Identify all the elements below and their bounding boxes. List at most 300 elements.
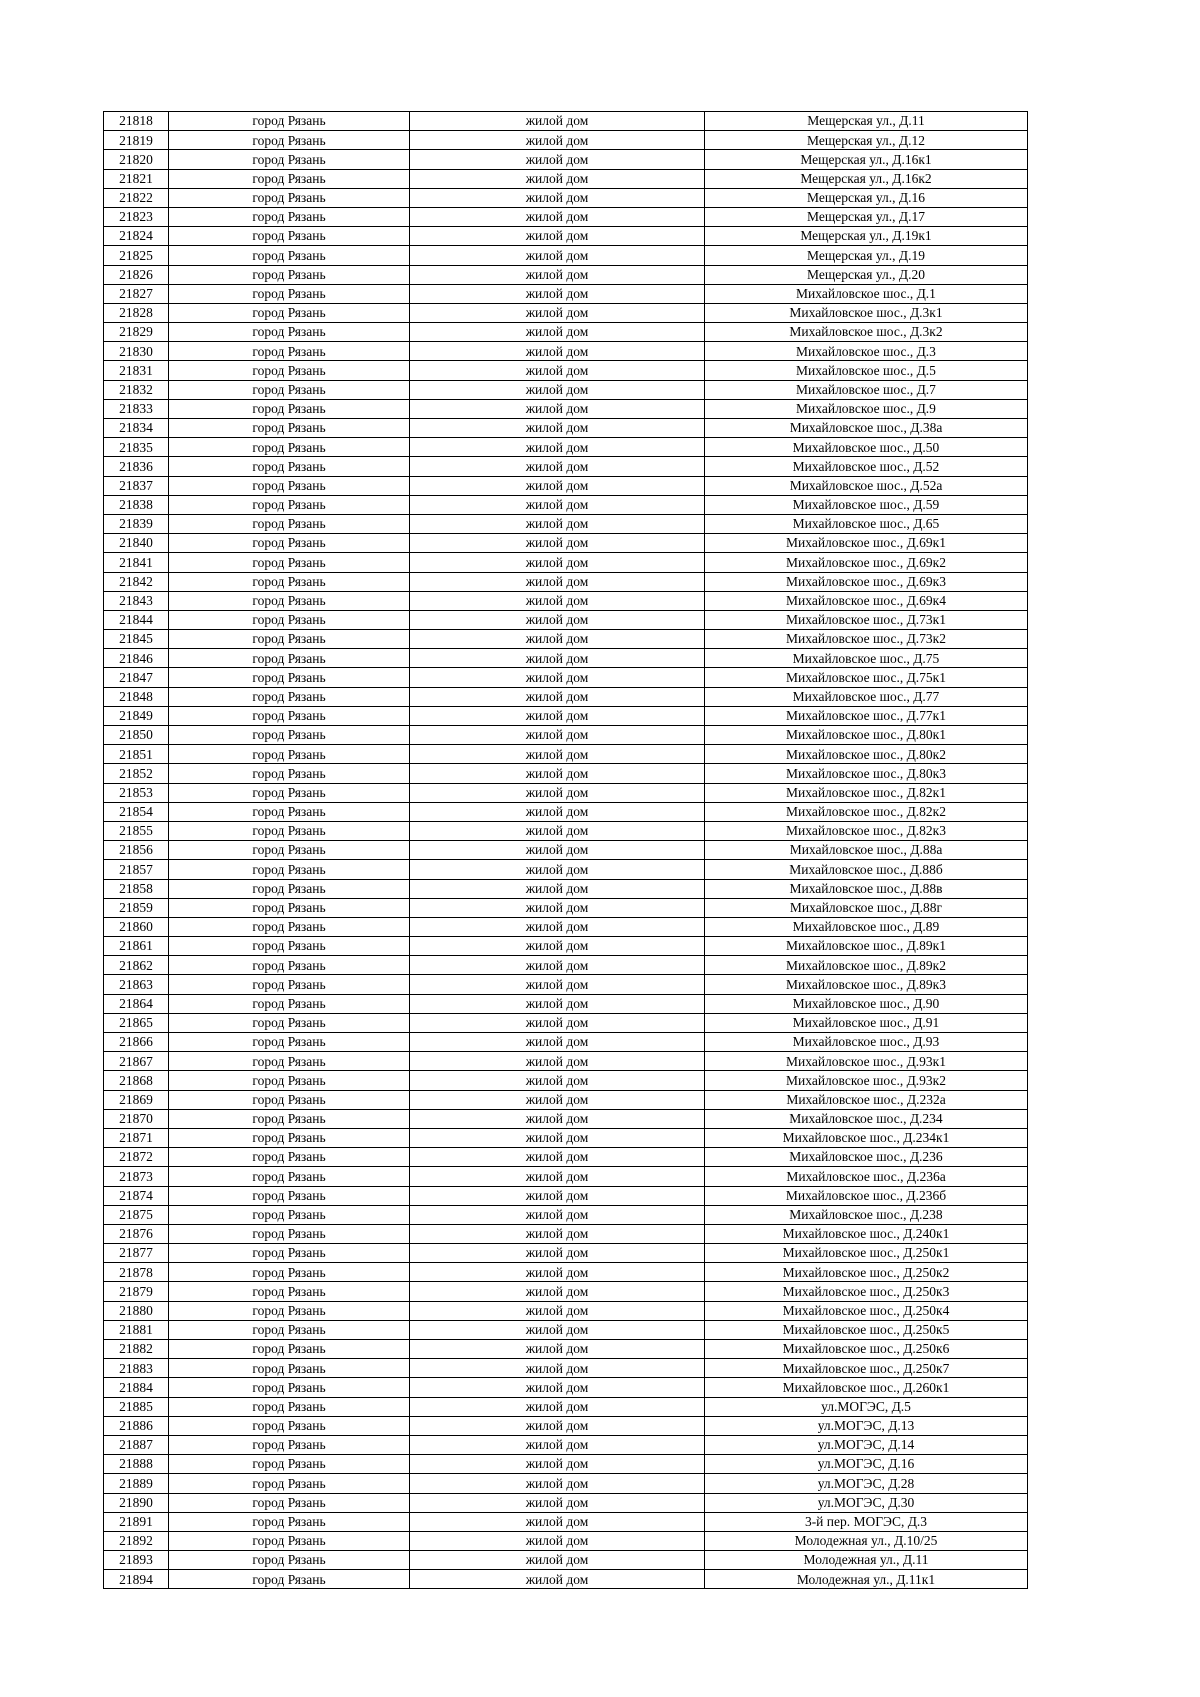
cell-locality: город Рязань <box>169 150 410 169</box>
cell-locality: город Рязань <box>169 726 410 745</box>
cell-building-type: жилой дом <box>410 476 705 495</box>
cell-building-type: жилой дом <box>410 572 705 591</box>
cell-address: Михайловское шос., Д.3 <box>705 342 1028 361</box>
cell-building-type: жилой дом <box>410 1493 705 1512</box>
cell-building-type: жилой дом <box>410 419 705 438</box>
cell-locality: город Рязань <box>169 687 410 706</box>
cell-number: 21883 <box>104 1359 169 1378</box>
cell-number: 21893 <box>104 1551 169 1570</box>
cell-locality: город Рязань <box>169 630 410 649</box>
cell-building-type: жилой дом <box>410 1397 705 1416</box>
table-row <box>104 1071 1028 1090</box>
cell-building-type: жилой дом <box>410 323 705 342</box>
cell-locality: город Рязань <box>169 841 410 860</box>
cell-number: 21828 <box>104 303 169 322</box>
cell-building-type: жилой дом <box>410 534 705 553</box>
table-row <box>104 821 1028 840</box>
cell-address: Михайловское шос., Д.93к2 <box>705 1071 1028 1090</box>
table-row <box>104 150 1028 169</box>
cell-address: Михайловское шос., Д.89к3 <box>705 975 1028 994</box>
cell-building-type: жилой дом <box>410 438 705 457</box>
cell-address: Молодежная ул., Д.11к1 <box>705 1570 1028 1589</box>
cell-number: 21860 <box>104 917 169 936</box>
table-row <box>104 534 1028 553</box>
cell-number: 21876 <box>104 1224 169 1243</box>
cell-number: 21852 <box>104 764 169 783</box>
table-row <box>104 1205 1028 1224</box>
cell-address: Мещерская ул., Д.12 <box>705 131 1028 150</box>
cell-building-type: жилой дом <box>410 1359 705 1378</box>
cell-address: Михайловское шос., Д.250к1 <box>705 1244 1028 1263</box>
table-body <box>104 112 1028 1589</box>
cell-number: 21863 <box>104 975 169 994</box>
table-row <box>104 553 1028 572</box>
cell-number: 21846 <box>104 649 169 668</box>
cell-number: 21832 <box>104 380 169 399</box>
table-row <box>104 169 1028 188</box>
cell-address: Михайловское шос., Д.232а <box>705 1090 1028 1109</box>
cell-building-type: жилой дом <box>410 303 705 322</box>
cell-building-type: жилой дом <box>410 1148 705 1167</box>
cell-address: Михайловское шос., Д.260к1 <box>705 1378 1028 1397</box>
table-row <box>104 783 1028 802</box>
table-row <box>104 438 1028 457</box>
cell-number: 21818 <box>104 112 169 131</box>
table-row <box>104 726 1028 745</box>
cell-number: 21836 <box>104 457 169 476</box>
table-row <box>104 1551 1028 1570</box>
cell-locality: город Рязань <box>169 1148 410 1167</box>
cell-address: Михайловское шос., Д.234 <box>705 1109 1028 1128</box>
address-table <box>103 111 1028 1589</box>
cell-locality: город Рязань <box>169 1109 410 1128</box>
table-row <box>104 668 1028 687</box>
cell-building-type: жилой дом <box>410 1340 705 1359</box>
cell-number: 21853 <box>104 783 169 802</box>
cell-locality: город Рязань <box>169 1186 410 1205</box>
table-row <box>104 572 1028 591</box>
cell-building-type: жилой дом <box>410 1090 705 1109</box>
cell-address: ул.МОГЭС, Д.14 <box>705 1435 1028 1454</box>
table-row <box>104 246 1028 265</box>
cell-number: 21845 <box>104 630 169 649</box>
cell-building-type: жилой дом <box>410 227 705 246</box>
cell-building-type: жилой дом <box>410 169 705 188</box>
cell-number: 21844 <box>104 610 169 629</box>
cell-address: Мещерская ул., Д.16к2 <box>705 169 1028 188</box>
table-row <box>104 937 1028 956</box>
cell-address: Михайловское шос., Д.59 <box>705 495 1028 514</box>
cell-number: 21887 <box>104 1435 169 1454</box>
cell-building-type: жилой дом <box>410 745 705 764</box>
cell-building-type: жилой дом <box>410 342 705 361</box>
cell-building-type: жилой дом <box>410 112 705 131</box>
cell-locality: город Рязань <box>169 1090 410 1109</box>
cell-building-type: жилой дом <box>410 1416 705 1435</box>
cell-building-type: жилой дом <box>410 457 705 476</box>
cell-number: 21840 <box>104 534 169 553</box>
cell-number: 21856 <box>104 841 169 860</box>
table-row <box>104 361 1028 380</box>
cell-building-type: жилой дом <box>410 399 705 418</box>
cell-building-type: жилой дом <box>410 783 705 802</box>
table-row <box>104 1224 1028 1243</box>
cell-number: 21841 <box>104 553 169 572</box>
cell-address: Михайловское шос., Д.238 <box>705 1205 1028 1224</box>
table-row <box>104 1052 1028 1071</box>
table-row <box>104 1435 1028 1454</box>
cell-locality: город Рязань <box>169 227 410 246</box>
cell-address: Михайловское шос., Д.75 <box>705 649 1028 668</box>
cell-building-type: жилой дом <box>410 821 705 840</box>
cell-locality: город Рязань <box>169 649 410 668</box>
cell-address: Мещерская ул., Д.19к1 <box>705 227 1028 246</box>
cell-number: 21837 <box>104 476 169 495</box>
cell-number: 21854 <box>104 802 169 821</box>
cell-building-type: жилой дом <box>410 956 705 975</box>
cell-building-type: жилой дом <box>410 1512 705 1531</box>
cell-locality: город Рязань <box>169 1224 410 1243</box>
cell-number: 21877 <box>104 1244 169 1263</box>
cell-locality: город Рязань <box>169 1531 410 1550</box>
cell-building-type: жилой дом <box>410 937 705 956</box>
table-row <box>104 227 1028 246</box>
cell-address: Михайловское шос., Д.89 <box>705 917 1028 936</box>
cell-building-type: жилой дом <box>410 706 705 725</box>
table-row <box>104 1378 1028 1397</box>
table-row <box>104 323 1028 342</box>
cell-locality: город Рязань <box>169 1244 410 1263</box>
cell-building-type: жилой дом <box>410 610 705 629</box>
cell-locality: город Рязань <box>169 438 410 457</box>
cell-locality: город Рязань <box>169 361 410 380</box>
table-row <box>104 1148 1028 1167</box>
cell-number: 21886 <box>104 1416 169 1435</box>
cell-address: Михайловское шос., Д.250к4 <box>705 1301 1028 1320</box>
cell-number: 21839 <box>104 514 169 533</box>
table-row <box>104 1320 1028 1339</box>
cell-address: Михайловское шос., Д.77к1 <box>705 706 1028 725</box>
cell-address: Михайловское шос., Д.69к2 <box>705 553 1028 572</box>
table-row <box>104 860 1028 879</box>
cell-building-type: жилой дом <box>410 1455 705 1474</box>
cell-building-type: жилой дом <box>410 841 705 860</box>
table-row <box>104 1033 1028 1052</box>
cell-building-type: жилой дом <box>410 1224 705 1243</box>
cell-number: 21861 <box>104 937 169 956</box>
cell-address: Михайловское шос., Д.52а <box>705 476 1028 495</box>
cell-address: Михайловское шос., Д.3к2 <box>705 323 1028 342</box>
cell-address: Мещерская ул., Д.11 <box>705 112 1028 131</box>
cell-number: 21867 <box>104 1052 169 1071</box>
cell-number: 21888 <box>104 1455 169 1474</box>
cell-number: 21885 <box>104 1397 169 1416</box>
cell-locality: город Рязань <box>169 745 410 764</box>
cell-building-type: жилой дом <box>410 1128 705 1147</box>
cell-number: 21823 <box>104 207 169 226</box>
cell-address: Михайловское шос., Д.88а <box>705 841 1028 860</box>
table-row <box>104 841 1028 860</box>
table-row <box>104 112 1028 131</box>
cell-address: Михайловское шос., Д.90 <box>705 994 1028 1013</box>
cell-number: 21826 <box>104 265 169 284</box>
cell-building-type: жилой дом <box>410 553 705 572</box>
cell-locality: город Рязань <box>169 821 410 840</box>
cell-locality: город Рязань <box>169 553 410 572</box>
table-row <box>104 1359 1028 1378</box>
cell-address: Михайловское шос., Д.3к1 <box>705 303 1028 322</box>
cell-locality: город Рязань <box>169 956 410 975</box>
cell-address: Михайловское шос., Д.69к4 <box>705 591 1028 610</box>
cell-address: Михайловское шос., Д.236а <box>705 1167 1028 1186</box>
cell-building-type: жилой дом <box>410 1301 705 1320</box>
cell-number: 21871 <box>104 1128 169 1147</box>
cell-address: Мещерская ул., Д.17 <box>705 207 1028 226</box>
cell-address: Михайловское шос., Д.5 <box>705 361 1028 380</box>
cell-address: Михайловское шос., Д.89к1 <box>705 937 1028 956</box>
cell-building-type: жилой дом <box>410 207 705 226</box>
table-row <box>104 1397 1028 1416</box>
cell-number: 21821 <box>104 169 169 188</box>
table-row <box>104 1301 1028 1320</box>
table-row <box>104 207 1028 226</box>
cell-number: 21855 <box>104 821 169 840</box>
cell-locality: город Рязань <box>169 1435 410 1454</box>
cell-building-type: жилой дом <box>410 994 705 1013</box>
cell-address: Михайловское шос., Д.88б <box>705 860 1028 879</box>
cell-locality: город Рязань <box>169 572 410 591</box>
cell-locality: город Рязань <box>169 937 410 956</box>
cell-address: Мещерская ул., Д.16 <box>705 188 1028 207</box>
cell-number: 21851 <box>104 745 169 764</box>
cell-building-type: жилой дом <box>410 802 705 821</box>
table-row <box>104 898 1028 917</box>
cell-number: 21878 <box>104 1263 169 1282</box>
cell-address: Михайловское шос., Д.250к7 <box>705 1359 1028 1378</box>
cell-locality: город Рязань <box>169 917 410 936</box>
cell-address: Михайловское шос., Д.236 <box>705 1148 1028 1167</box>
cell-locality: город Рязань <box>169 879 410 898</box>
cell-building-type: жилой дом <box>410 917 705 936</box>
table-row <box>104 1186 1028 1205</box>
cell-building-type: жилой дом <box>410 879 705 898</box>
cell-number: 21874 <box>104 1186 169 1205</box>
cell-building-type: жилой дом <box>410 1263 705 1282</box>
cell-number: 21870 <box>104 1109 169 1128</box>
table-row <box>104 764 1028 783</box>
cell-building-type: жилой дом <box>410 591 705 610</box>
table-row <box>104 514 1028 533</box>
cell-address: Михайловское шос., Д.69к1 <box>705 534 1028 553</box>
cell-address: Михайловское шос., Д.250к3 <box>705 1282 1028 1301</box>
cell-number: 21820 <box>104 150 169 169</box>
cell-building-type: жилой дом <box>410 1052 705 1071</box>
cell-locality: город Рязань <box>169 1455 410 1474</box>
cell-locality: город Рязань <box>169 534 410 553</box>
cell-building-type: жилой дом <box>410 1531 705 1550</box>
cell-locality: город Рязань <box>169 265 410 284</box>
cell-locality: город Рязань <box>169 1551 410 1570</box>
cell-building-type: жилой дом <box>410 1033 705 1052</box>
table-row <box>104 706 1028 725</box>
cell-address: Михайловское шос., Д.250к5 <box>705 1320 1028 1339</box>
cell-locality: город Рязань <box>169 1570 410 1589</box>
cell-number: 21835 <box>104 438 169 457</box>
cell-address: Михайловское шос., Д.240к1 <box>705 1224 1028 1243</box>
cell-number: 21875 <box>104 1205 169 1224</box>
cell-number: 21862 <box>104 956 169 975</box>
cell-locality: город Рязань <box>169 131 410 150</box>
cell-locality: город Рязань <box>169 284 410 303</box>
cell-address: Михайловское шос., Д.73к1 <box>705 610 1028 629</box>
cell-locality: город Рязань <box>169 1378 410 1397</box>
cell-building-type: жилой дом <box>410 1186 705 1205</box>
table-row <box>104 1090 1028 1109</box>
table-row <box>104 1013 1028 1032</box>
cell-building-type: жилой дом <box>410 1435 705 1454</box>
cell-building-type: жилой дом <box>410 1167 705 1186</box>
cell-number: 21850 <box>104 726 169 745</box>
cell-number: 21889 <box>104 1474 169 1493</box>
cell-locality: город Рязань <box>169 975 410 994</box>
cell-number: 21891 <box>104 1512 169 1531</box>
cell-number: 21831 <box>104 361 169 380</box>
cell-building-type: жилой дом <box>410 1282 705 1301</box>
table-row <box>104 879 1028 898</box>
cell-building-type: жилой дом <box>410 764 705 783</box>
table-row <box>104 1282 1028 1301</box>
cell-number: 21822 <box>104 188 169 207</box>
cell-address: Михайловское шос., Д.52 <box>705 457 1028 476</box>
cell-number: 21829 <box>104 323 169 342</box>
cell-locality: город Рязань <box>169 994 410 1013</box>
cell-locality: город Рязань <box>169 1340 410 1359</box>
table-row <box>104 1128 1028 1147</box>
cell-building-type: жилой дом <box>410 1551 705 1570</box>
cell-locality: город Рязань <box>169 1474 410 1493</box>
cell-locality: город Рязань <box>169 112 410 131</box>
cell-number: 21849 <box>104 706 169 725</box>
table-row <box>104 1455 1028 1474</box>
cell-locality: город Рязань <box>169 1205 410 1224</box>
cell-building-type: жилой дом <box>410 668 705 687</box>
cell-address: Михайловское шос., Д.93 <box>705 1033 1028 1052</box>
cell-address: Михайловское шос., Д.1 <box>705 284 1028 303</box>
cell-address: Мещерская ул., Д.16к1 <box>705 150 1028 169</box>
cell-building-type: жилой дом <box>410 860 705 879</box>
table-row <box>104 476 1028 495</box>
cell-number: 21859 <box>104 898 169 917</box>
cell-locality: город Рязань <box>169 1397 410 1416</box>
cell-building-type: жилой дом <box>410 1205 705 1224</box>
cell-address: Михайловское шос., Д.80к1 <box>705 726 1028 745</box>
cell-building-type: жилой дом <box>410 495 705 514</box>
cell-locality: город Рязань <box>169 1301 410 1320</box>
table-row <box>104 745 1028 764</box>
table-row <box>104 495 1028 514</box>
table-row <box>104 1167 1028 1186</box>
cell-number: 21842 <box>104 572 169 591</box>
cell-locality: город Рязань <box>169 169 410 188</box>
table-row <box>104 380 1028 399</box>
cell-locality: город Рязань <box>169 1013 410 1032</box>
cell-locality: город Рязань <box>169 1493 410 1512</box>
cell-address: Мещерская ул., Д.20 <box>705 265 1028 284</box>
cell-address: Михайловское шос., Д.9 <box>705 399 1028 418</box>
cell-number: 21868 <box>104 1071 169 1090</box>
table-row <box>104 1244 1028 1263</box>
table-row <box>104 342 1028 361</box>
cell-locality: город Рязань <box>169 514 410 533</box>
cell-locality: город Рязань <box>169 783 410 802</box>
cell-building-type: жилой дом <box>410 1570 705 1589</box>
cell-building-type: жилой дом <box>410 1244 705 1263</box>
cell-building-type: жилой дом <box>410 514 705 533</box>
cell-building-type: жилой дом <box>410 150 705 169</box>
table-row <box>104 303 1028 322</box>
cell-building-type: жилой дом <box>410 361 705 380</box>
cell-address: Михайловское шос., Д.38а <box>705 419 1028 438</box>
cell-number: 21827 <box>104 284 169 303</box>
table-row <box>104 284 1028 303</box>
cell-number: 21819 <box>104 131 169 150</box>
cell-building-type: жилой дом <box>410 246 705 265</box>
cell-building-type: жилой дом <box>410 380 705 399</box>
cell-building-type: жилой дом <box>410 1013 705 1032</box>
cell-locality: город Рязань <box>169 495 410 514</box>
table-row <box>104 975 1028 994</box>
cell-building-type: жилой дом <box>410 898 705 917</box>
cell-locality: город Рязань <box>169 303 410 322</box>
cell-locality: город Рязань <box>169 802 410 821</box>
cell-number: 21882 <box>104 1340 169 1359</box>
cell-locality: город Рязань <box>169 399 410 418</box>
cell-number: 21843 <box>104 591 169 610</box>
cell-number: 21824 <box>104 227 169 246</box>
cell-number: 21890 <box>104 1493 169 1512</box>
table-row <box>104 994 1028 1013</box>
cell-address: Михайловское шос., Д.73к2 <box>705 630 1028 649</box>
cell-locality: город Рязань <box>169 1320 410 1339</box>
cell-number: 21884 <box>104 1378 169 1397</box>
cell-address: ул.МОГЭС, Д.13 <box>705 1416 1028 1435</box>
cell-number: 21833 <box>104 399 169 418</box>
cell-number: 21880 <box>104 1301 169 1320</box>
cell-number: 21847 <box>104 668 169 687</box>
cell-building-type: жилой дом <box>410 265 705 284</box>
table-row <box>104 1474 1028 1493</box>
cell-address: Михайловское шос., Д.82к1 <box>705 783 1028 802</box>
table-row <box>104 1416 1028 1435</box>
cell-locality: город Рязань <box>169 706 410 725</box>
cell-address: Михайловское шос., Д.236б <box>705 1186 1028 1205</box>
cell-building-type: жилой дом <box>410 726 705 745</box>
cell-building-type: жилой дом <box>410 1109 705 1128</box>
table-row <box>104 131 1028 150</box>
cell-building-type: жилой дом <box>410 1071 705 1090</box>
cell-address: ул.МОГЭС, Д.5 <box>705 1397 1028 1416</box>
cell-number: 21872 <box>104 1148 169 1167</box>
cell-locality: город Рязань <box>169 610 410 629</box>
table-row <box>104 1263 1028 1282</box>
cell-number: 21881 <box>104 1320 169 1339</box>
cell-number: 21869 <box>104 1090 169 1109</box>
table-row <box>104 956 1028 975</box>
cell-building-type: жилой дом <box>410 630 705 649</box>
cell-address: Михайловское шос., Д.69к3 <box>705 572 1028 591</box>
cell-number: 21830 <box>104 342 169 361</box>
cell-locality: город Рязань <box>169 860 410 879</box>
